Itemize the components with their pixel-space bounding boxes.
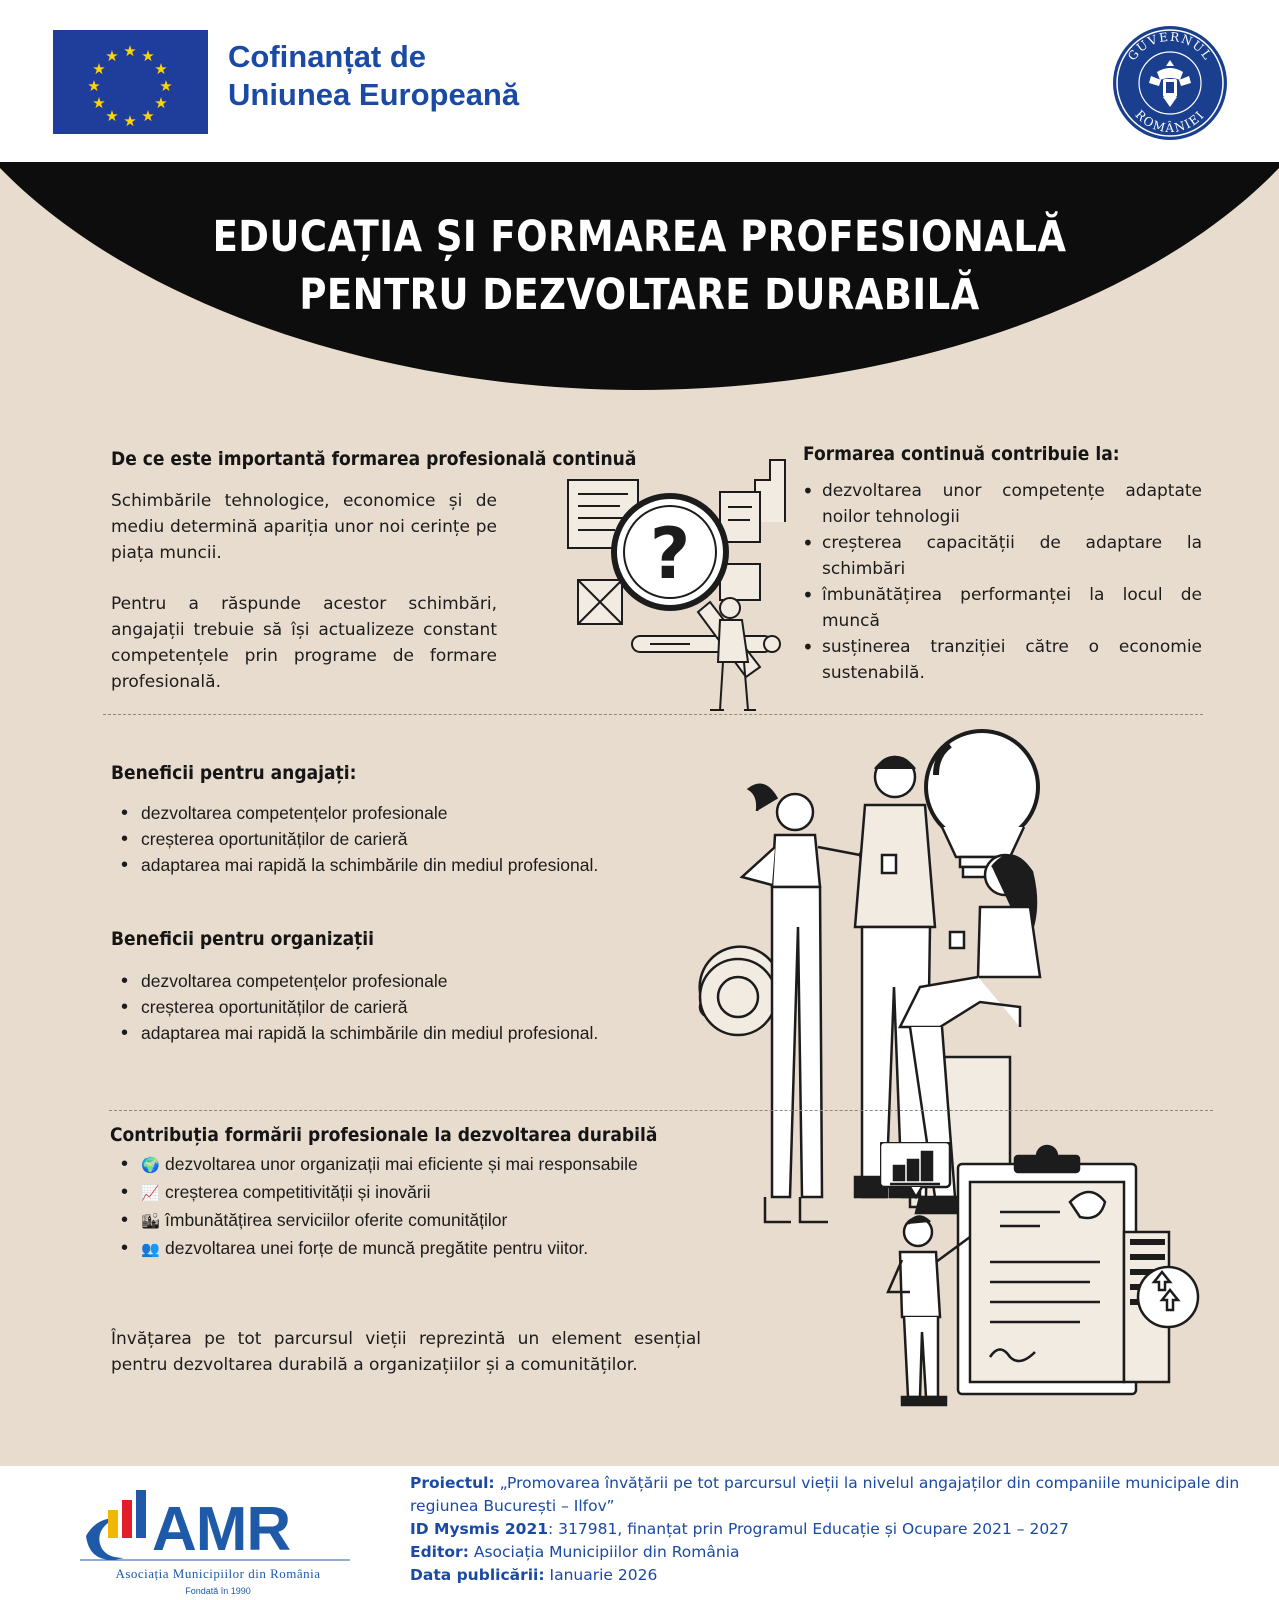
sustain-heading: Contribuția formării profesionale la dezvoltarea durabilă [110,1124,658,1146]
why-heading: De ce este importantă formarea profesională continuă [111,448,637,470]
orgs-item-3: • adaptarea mai rapidă la schimbările din mediul profesional. [113,1020,598,1046]
employees-list [113,800,598,878]
editor-line [410,1541,1260,1564]
svg-text:★: ★ [123,112,137,130]
magnifier-question-illustration [560,452,800,712]
amr-logo [80,1488,360,1598]
svg-text:★: ★ [141,107,155,125]
svg-text:★: ★ [159,77,173,95]
title-line-1: EDUCAȚIA ȘI FORMAREA PROFESIONALĂ [212,212,1067,262]
svg-text:★: ★ [154,60,168,78]
mysmis-label: ID Mysmis 2021 [410,1520,549,1538]
mysmis-value: : 317981, finanțat prin Programul Educație și Ocupare 2021 – 2027 [548,1520,1069,1538]
project-label: Proiectul: [410,1474,495,1492]
sustain-item [113,1151,638,1179]
employees-item-2: • creșterea oportunităților de carieră [113,826,598,852]
svg-text:?: ? [649,513,691,595]
date-label: Data publicării: [410,1566,545,1584]
orgs-heading: Beneficii pentru organizații [111,928,375,950]
seal-top-text: GUVERNUL [1124,29,1216,64]
sustain-list [113,1151,638,1263]
section-divider-1 [103,714,1203,715]
main-content [0,162,1279,1466]
romanian-government-seal [1111,24,1229,142]
cityscape-icon: 🏙 [141,1213,161,1230]
date-line [410,1564,1260,1587]
editor-label: Editor: [410,1543,469,1561]
project-value: „Promovarea învățării pe tot parcursul vieții la nivelul angajaților din companiile municipale din regiunea București – Ilfov” [410,1474,1240,1515]
contrib-item-3: • îmbunătățirea performanței la locul de muncă [800,582,1202,634]
svg-text:★: ★ [123,42,137,60]
page-title [90,208,1190,324]
sustain-item [113,1207,638,1235]
title-line-2: PENTRU DEZVOLTARE DURABILĂ [299,270,980,320]
employees-item-3: • adaptarea mai rapidă la schimbările din mediul profesional. [113,852,598,878]
closing-statement: Învățarea pe tot parcursul vieții reprezintă un element esențial pentru dezvoltarea durabilă a organizațiilor și a comunităților. [111,1329,701,1375]
sustain-item-text: îmbunătățirea serviciilor oferite comunităților [165,1210,508,1230]
amr-full-name: Asociația Municipiilor din România [115,1566,321,1581]
sustain-item-text: creșterea competitivității și inovării [165,1182,431,1202]
svg-text:★: ★ [105,47,119,65]
eu-line-1: Cofinanțat de [228,39,427,74]
date-value: Ianuarie 2026 [549,1566,658,1584]
chart-increasing-icon: 📈 [141,1185,160,1202]
section-divider-2 [109,1110,1213,1111]
svg-text:★: ★ [92,60,106,78]
seal-bottom-text: ROMÂNIEI [1132,107,1208,136]
eu-line-2: Uniunea Europeană [228,77,520,112]
contrib-heading: Formarea continuă contribuie la: [803,443,1120,465]
sustain-item-text: dezvoltarea unor organizații mai eficiente și mai responsabile [165,1154,638,1174]
amr-founded: Fondată în 1990 [185,1586,251,1596]
contrib-list [800,478,1202,686]
sustain-item-text: dezvoltarea unei forțe de muncă pregătite pentru viitor. [165,1238,589,1258]
amr-letters: AMR [152,1495,291,1564]
employees-item-1: • dezvoltarea competențelor profesionale [113,800,598,826]
svg-text:★: ★ [87,77,101,95]
sustain-item [113,1179,638,1207]
why-paragraph-2: Pentru a răspunde acestor schimbări, angajații trebuie să își actualizeze constant competențele prin programe de formare profesională. [111,594,497,692]
why-paragraph-1: Schimbările tehnologice, economice și de mediu determină apariția unor noi cerințe pe piața muncii. [111,491,497,563]
svg-text:★: ★ [154,94,168,112]
clipboard-presentation-illustration [880,1142,1220,1412]
project-line [410,1472,1260,1518]
contrib-item-4: • susținerea tranziției către o economie sustenabilă. [800,634,1202,686]
eu-cofinanced-text [228,38,519,114]
orgs-item-1: • dezvoltarea competențelor profesionale [113,968,598,994]
editor-value: Asociația Municipiilor din România [473,1543,740,1561]
sustain-item [113,1235,638,1263]
contrib-item-2: • creșterea capacității de adaptare la schimbări [800,530,1202,582]
orgs-item-2: • creșterea oportunităților de carieră [113,994,598,1020]
orgs-list [113,968,598,1046]
svg-text:★: ★ [141,47,155,65]
page-footer [0,1466,1279,1600]
eu-flag-icon [53,30,208,134]
svg-text:★: ★ [105,107,119,125]
globe-icon: 🌍 [141,1157,160,1174]
people-icon: 👥 [141,1241,160,1258]
project-info [410,1472,1260,1587]
contrib-item-1: • dezvoltarea unor competențe adaptate noilor tehnologii [800,478,1202,530]
svg-text:★: ★ [92,94,106,112]
page-header [0,0,1279,162]
employees-heading: Beneficii pentru angajați: [111,762,357,784]
mysmis-line [410,1518,1260,1541]
